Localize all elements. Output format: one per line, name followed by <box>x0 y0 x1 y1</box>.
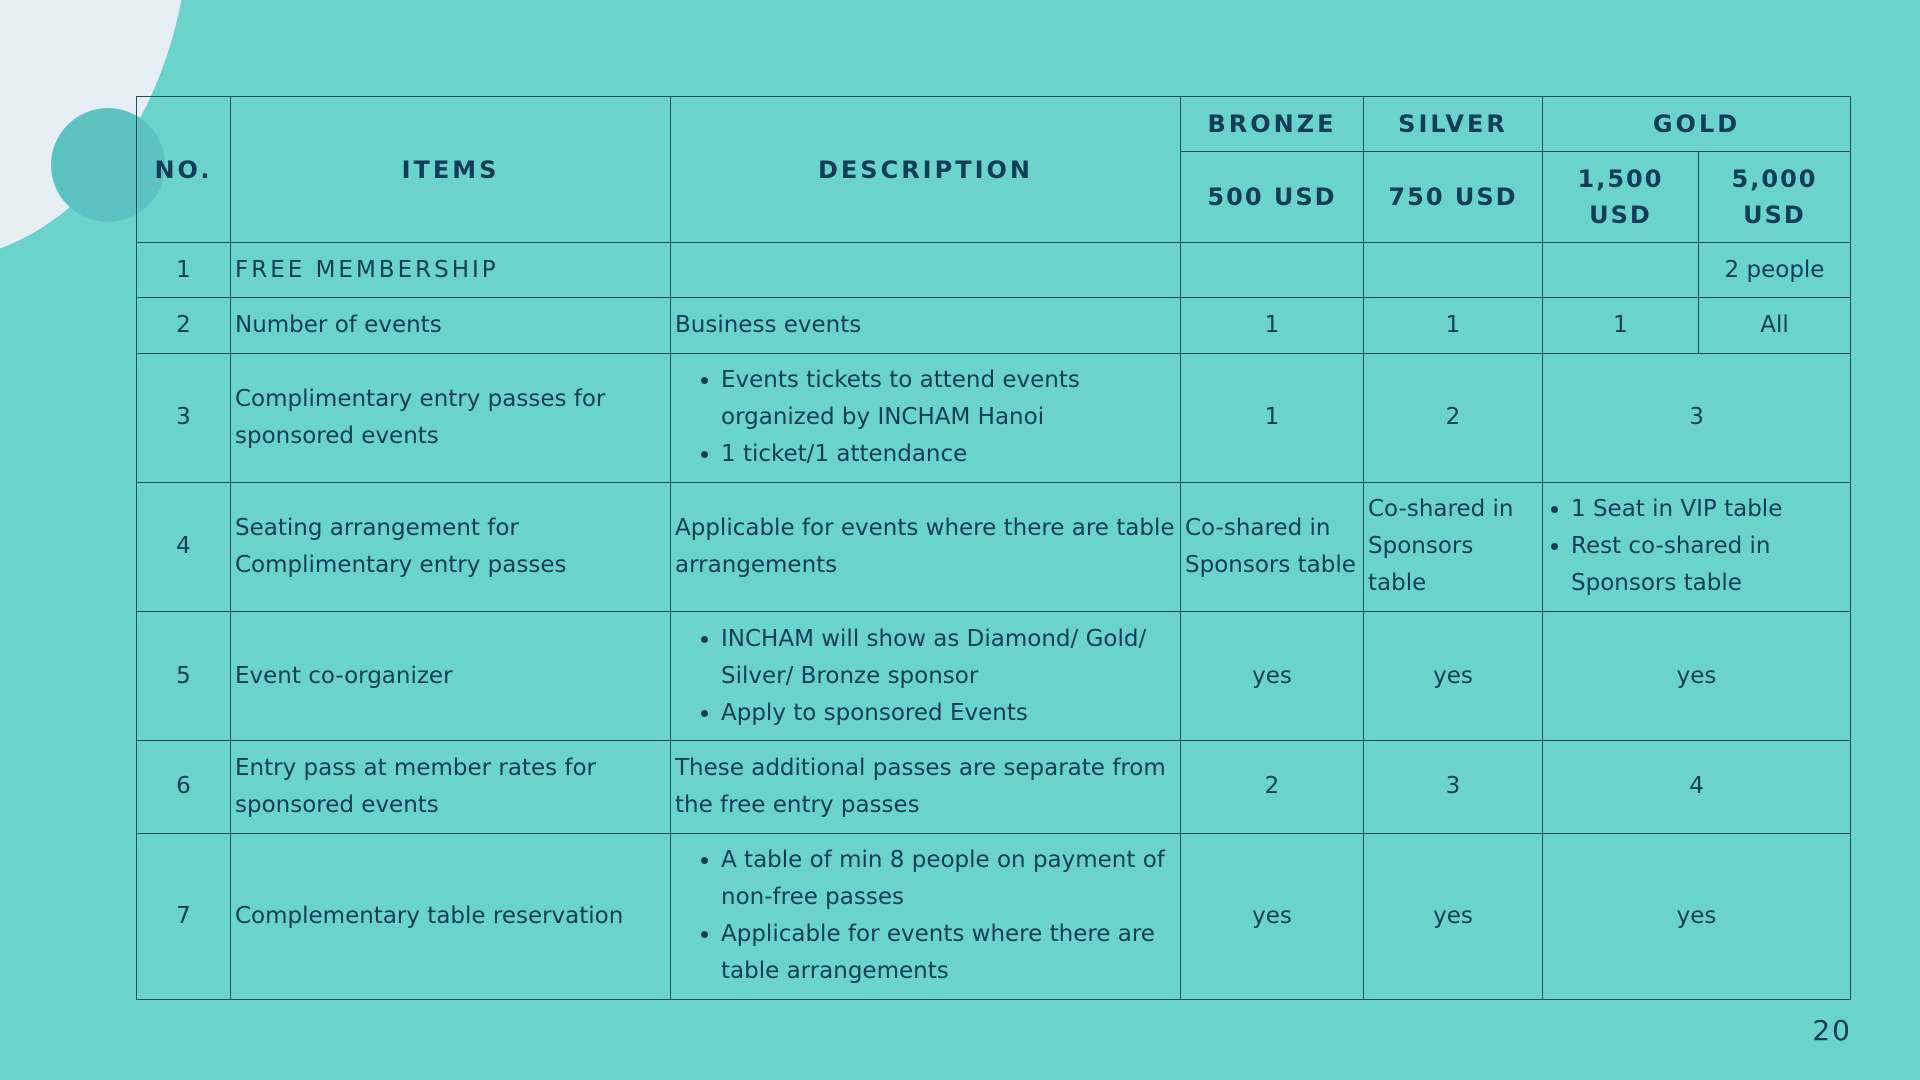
row-silver: yes <box>1364 612 1543 741</box>
row-no: 5 <box>137 612 231 741</box>
description-bullet: • Apply to sponsored Events <box>721 695 1176 732</box>
description-bullet: • 1 ticket/1 attendance <box>721 436 1176 473</box>
header-silver-price: 750 USD <box>1364 152 1543 243</box>
header-row-tier <box>137 97 1851 152</box>
header-gold: GOLD <box>1543 97 1851 152</box>
row-item: Seating arrangement for Complimentary entry passes <box>231 482 671 611</box>
row-no: 7 <box>137 833 231 999</box>
row-gold: 4 <box>1543 741 1851 833</box>
row-gold: yes <box>1543 612 1851 741</box>
header-gold-price-2: 5,000 USD <box>1699 152 1851 243</box>
row-silver: yes <box>1364 833 1543 999</box>
row-gold: 3 <box>1543 353 1851 482</box>
row-bronze: Co-shared in Sponsors table <box>1181 482 1364 611</box>
header-no: NO. <box>137 97 231 243</box>
row-bronze: yes <box>1181 833 1364 999</box>
row-gold-1 <box>1543 243 1699 298</box>
row-no: 1 <box>137 243 231 298</box>
description-bullet: • INCHAM will show as Diamond/ Gold/ Silver/ Bronze sponsor <box>721 621 1176 695</box>
row-silver: Co-shared in Sponsors table <box>1364 482 1543 611</box>
row-silver: 3 <box>1364 741 1543 833</box>
table-row <box>137 353 1851 482</box>
row-bronze: 2 <box>1181 741 1364 833</box>
row-no: 6 <box>137 741 231 833</box>
description-bullet: • Applicable for events where there are table arrangements <box>721 916 1176 990</box>
row-gold-2: 2 people <box>1699 243 1851 298</box>
description-bullet: • Events tickets to attend events organized by INCHAM Hanoi <box>721 362 1176 436</box>
row-bronze: 1 <box>1181 353 1364 482</box>
table-row <box>137 298 1851 353</box>
row-no: 4 <box>137 482 231 611</box>
row-bronze: 1 <box>1181 298 1364 353</box>
row-silver <box>1364 243 1543 298</box>
header-bronze: BRONZE <box>1181 97 1364 152</box>
row-description: Applicable for events where there are table arrangements <box>671 482 1181 611</box>
row-description <box>671 833 1181 999</box>
row-description <box>671 353 1181 482</box>
gold-bullet: • 1 Seat in VIP table <box>1571 491 1846 528</box>
page-number: 20 <box>1812 1014 1852 1047</box>
row-description: Business events <box>671 298 1181 353</box>
header-silver: SILVER <box>1364 97 1543 152</box>
row-gold <box>1543 482 1851 611</box>
table-row <box>137 482 1851 611</box>
row-item: Event co-organizer <box>231 612 671 741</box>
row-item: Complementary table reservation <box>231 833 671 999</box>
row-silver: 2 <box>1364 353 1543 482</box>
row-gold-2: All <box>1699 298 1851 353</box>
header-gold-price-1: 1,500 USD <box>1543 152 1699 243</box>
table-row <box>137 243 1851 298</box>
row-item: FREE MEMBERSHIP <box>231 243 671 298</box>
row-gold-1: 1 <box>1543 298 1699 353</box>
row-description <box>671 243 1181 298</box>
table-row <box>137 612 1851 741</box>
row-no: 3 <box>137 353 231 482</box>
row-bronze <box>1181 243 1364 298</box>
row-bronze: yes <box>1181 612 1364 741</box>
row-description <box>671 612 1181 741</box>
row-item: Entry pass at member rates for sponsored events <box>231 741 671 833</box>
description-bullet: • A table of min 8 people on payment of non-free passes <box>721 842 1176 916</box>
row-item: Number of events <box>231 298 671 353</box>
header-bronze-price: 500 USD <box>1181 152 1364 243</box>
header-description: DESCRIPTION <box>671 97 1181 243</box>
row-gold: yes <box>1543 833 1851 999</box>
table-row <box>137 833 1851 999</box>
row-silver: 1 <box>1364 298 1543 353</box>
header-items: ITEMS <box>231 97 671 243</box>
sponsorship-table <box>136 96 1851 1000</box>
row-description: These additional passes are separate from the free entry passes <box>671 741 1181 833</box>
row-item: Complimentary entry passes for sponsored events <box>231 353 671 482</box>
gold-bullet: • Rest co-shared in Sponsors table <box>1571 528 1846 602</box>
table-row <box>137 741 1851 833</box>
row-no: 2 <box>137 298 231 353</box>
